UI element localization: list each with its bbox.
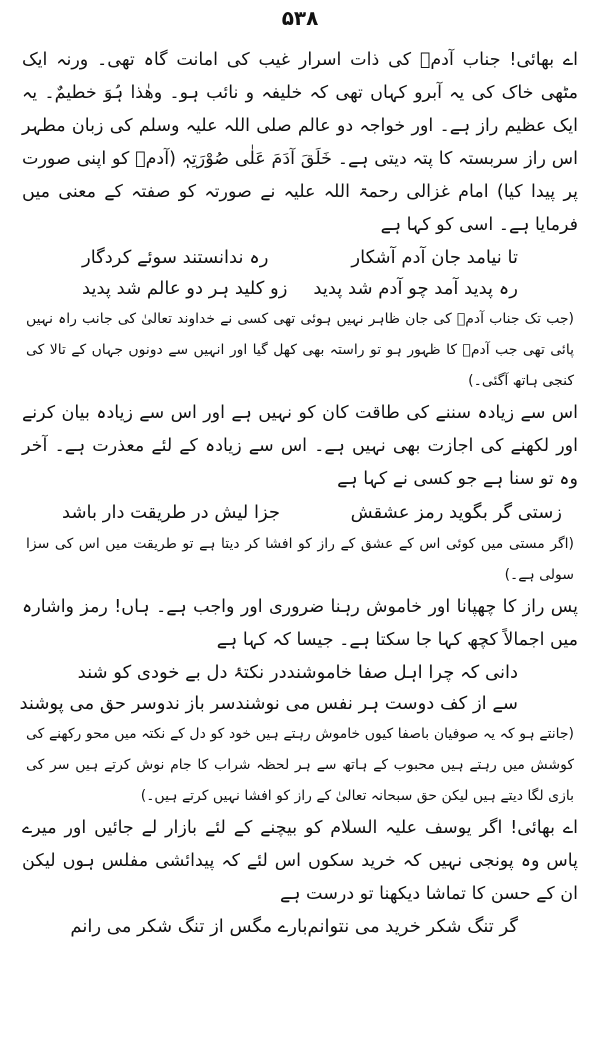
verse-3-line-2 [19,688,578,719]
verse-1-line-2 [22,273,578,304]
paragraph-3: پس راز کا چھپانا اور خاموش رہنا ضروری اور واجب ہے۔ ہاں! رمز واشارہ میں اجمالاً کچھ کہا جا سکتا ہے۔ جیسا کہ کہا ہے [22,597,578,650]
verse-hemistich: گر تنگ شکر خرید می نتوانم [307,916,518,937]
verse-hemistich: رہ ندانستند سوئے کردگار [82,247,269,268]
verse-4-line [22,911,578,942]
verse-1-line-1 [22,242,578,273]
verse-hemistich: بارے مگس از تنگ شکر می رانم [70,916,308,937]
verse-hemistich: سر باز ندوسر حق می پوشند [19,693,236,714]
verse-3-line-1 [22,657,578,688]
verse-hemistich: دانی کہ چرا اہل صفا خاموشند [286,662,518,683]
paragraph-2: اس سے زیادہ سننے کی طاقت کان کو نہیں ہے اور اس سے زیادہ بیان کرنے اور لکھنے کی اجازت بھی نہیں ہے۔ اس سے زیادہ کے لئے معذرت ہے۔ آخر وہ تو سنا ہے جو کسی نے کہا ہے [22,403,578,489]
page-number: ۵۳۸ [281,6,319,30]
verse-2-translation: (اگر مستی میں کوئی اس کے عشق کے راز کو افشا کر دیتا ہے تو طریقت میں اس کی سزا سولی ہے۔) [26,536,574,583]
verse-hemistich: سے از کف دوست ہر نفس می نوشند [235,693,518,714]
verse-hemistich: رہ پدید آمد چو آدم شد پدید [313,278,518,299]
paragraph-1: اے بھائی! جناب آدمؑ کی ذات اسرار غیب کی امانت گاہ تھی۔ ورنہ ایک مٹھی خاک کی یہ آبرو کہاں تھی کہ خلیفہ و نائب ہو۔ وھٰذا ہُوَ خطیمٌ۔ یہ ایک عظیم راز ہے۔ اور خواجہ دو عالم صلی اللہ علیہ وسلم کی زبان مطہر اس راز سربستہ کا پتہ دیتی ہے۔ خَلَقَ آدَمَ عَلٰی صُوْرَتِہٖ (آدمؑ کو اپنی صورت پر پیدا کیا) امام غزالی رحمۃ اللہ علیہ نے صورتہ کو صفتہ کے معنی میں فرمایا ہے۔ اسی کو کہا ہے [22,50,578,235]
paragraph-4: اے بھائی! اگر یوسف علیہ السلام کو بیچنے کے لئے بازار لے جائیں اور میرے پاس وہ پونجی نہیں کہ خرید سکوں اس لئے کہ پیدائشی مفلس ہوں لیکن ان کے حسن کا تماشا دیکھنا تو درست ہے [22,818,578,904]
verse-hemistich: جزا لیش در طریقت دار باشد [62,502,281,523]
verse-hemistich: زستی گر بگوید رمز عشقش [350,502,562,523]
verse-1-translation: (جب تک جناب آدمؑ کی جان ظاہر نہیں ہوئی تھی کسی نے خداوند تعالیٰ کی جانب راہ نہیں پائی تھی جب آدمؑ کا ظہور ہو تو راستہ بھی کھل گیا اور انہیں سے دونوں جہاں کے تالا کی کنجی ہاتھ آگئی۔) [26,311,574,389]
page-body [19,44,578,942]
verse-hemistich: تا نیامد جان آدم آشکار [351,247,518,268]
verse-hemistich: زو کلید ہر دو عالم شد پدید [82,278,288,299]
verse-hemistich: در نکتۂ دل بے خودی کو شند [77,662,287,683]
verse-3-translation: (جانتے ہو کہ یہ صوفیان باصفا کیوں خاموش رہتے ہیں خود کو دل کے نکتہ میں محو رکھنے کی کوشش میں رہتے ہیں محبوب کے ہاتھ سے ہر لحظہ شراب کا جام نوش کرتے ہیں سر کی بازی لگا دیتے ہیں لیکن حق سبحانہ تعالیٰ کے راز کو افشا نہیں کرتے ہیں۔) [26,726,574,804]
verse-2-line [22,496,578,529]
